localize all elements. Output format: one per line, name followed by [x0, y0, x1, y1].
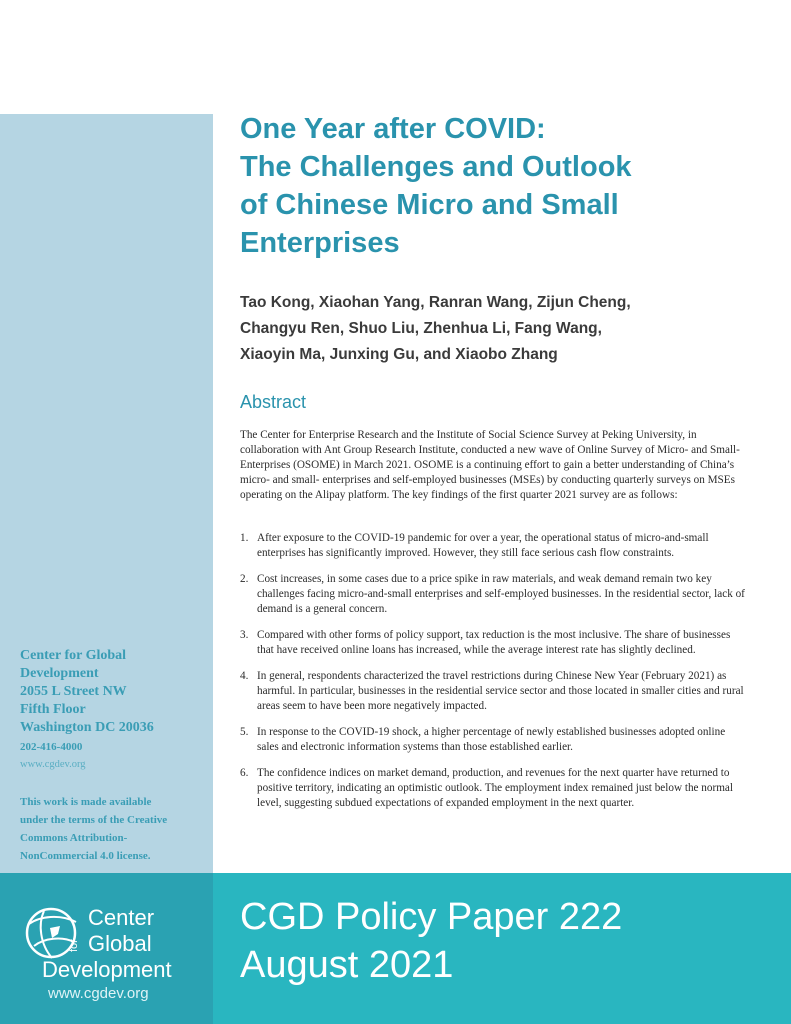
- title-line: One Year after COVID:: [240, 113, 546, 145]
- phone-number: 202-416-4000: [20, 741, 83, 753]
- logo-website[interactable]: www.cgdev.org: [48, 985, 149, 1002]
- cgd-logo: [20, 900, 205, 1010]
- address-line: Center for Global: [20, 648, 127, 663]
- findings-list: [240, 531, 748, 822]
- address-line: Fifth Floor: [20, 702, 86, 717]
- author-line: Tao Kong, Xiaohan Yang, Ranran Wang, Zijun Cheng,: [240, 294, 631, 311]
- address-line: 2055 L Street NW: [20, 684, 127, 699]
- finding-number: 5.: [240, 726, 249, 738]
- policy-paper-number: CGD Policy Paper 222: [240, 896, 623, 938]
- abstract-heading: Abstract: [240, 392, 307, 412]
- finding-text: Compared with other forms of policy support, tax reduction is the most inclusive. The share of businesses that have received online loans has increased, while the average interest rate has slightly declined.: [257, 629, 731, 656]
- address-line: Washington DC 20036: [20, 720, 154, 735]
- contact-info: [20, 647, 210, 772]
- abstract-intro: The Center for Enterprise Research and the Institute of Social Science Survey at Peking University, in collaboration with Ant Group Research Institute, conducted a new wave of Online Survey of Micro- and Small-Enterprises (OSOME) in March 2021. OSOME is a continuing effort to gain a better understanding of China’s micro- and small- enterprises and self-employed businesses (MSEs) by conducting quarterly surveys on MSEs operating on the Alipay platform. The key findings of the first quarter 2021 survey are as follows:: [240, 429, 740, 501]
- finding-item: [240, 669, 748, 714]
- logo-text-development: Development: [42, 957, 172, 982]
- finding-item: [240, 628, 748, 658]
- author-line: Changyu Ren, Shuo Liu, Zhenhua Li, Fang Wang,: [240, 320, 602, 337]
- address-line: Development: [20, 666, 99, 681]
- series-label: [240, 893, 780, 989]
- finding-number: 1.: [240, 532, 249, 544]
- finding-item: [240, 531, 748, 561]
- author-list: [240, 290, 780, 368]
- finding-text: After exposure to the COVID-19 pandemic for over a year, the operational status of micro-and-small enterprises has significantly improved. However, they still face serious cash flow constraints.: [257, 532, 709, 559]
- globe-icon: [20, 902, 82, 964]
- finding-number: 3.: [240, 629, 249, 641]
- finding-number: 6.: [240, 767, 249, 779]
- logo-text-global: Global: [88, 931, 152, 956]
- license-line: This work is made available: [20, 796, 152, 808]
- license-line: Commons Attribution-: [20, 832, 128, 844]
- finding-item: [240, 572, 748, 617]
- finding-number: 2.: [240, 573, 249, 585]
- finding-text: In response to the COVID-19 shock, a higher percentage of newly established businesses adopted online sales and electronic information systems than those established earlier.: [257, 726, 726, 753]
- logo-text-for: for: [68, 939, 80, 952]
- title-line: The Challenges and Outlook: [240, 151, 632, 183]
- finding-text: The confidence indices on market demand, production, and revenues for the next quarter have returned to positive territory, indicating an optimistic outlook. The employment index remained just below the normal level, suggesting subdued expectations of expanded employment in the next quarter.: [257, 767, 733, 809]
- title-line: of Chinese Micro and Small: [240, 189, 619, 221]
- author-line: Xiaoyin Ma, Junxing Gu, and Xiaobo Zhang: [240, 346, 558, 363]
- license-notice: [20, 793, 205, 865]
- title-line: Enterprises: [240, 227, 400, 259]
- website-link[interactable]: www.cgdev.org: [20, 759, 86, 770]
- finding-number: 4.: [240, 670, 249, 682]
- finding-item: [240, 766, 748, 811]
- organization-address: [20, 647, 210, 737]
- finding-text: Cost increases, in some cases due to a price spike in raw materials, and weak demand remain two key challenges facing micro-and-small enterprises and self-employed businesses. In the residential sector, lack of demand is a general concern.: [257, 573, 745, 615]
- license-line: NonCommercial 4.0 license.: [20, 850, 151, 862]
- publication-date: August 2021: [240, 944, 454, 986]
- license-line: under the terms of the Creative: [20, 814, 168, 826]
- logo-text-center: Center: [88, 905, 155, 930]
- finding-text: In general, respondents characterized the travel restrictions during Chinese New Year (February 2021) as harmful. In particular, businesses in the residential service sector and those located in smaller cities and rural areas seem to have been more negatively impacted.: [257, 670, 744, 712]
- paper-title: [240, 110, 780, 262]
- finding-item: [240, 725, 748, 755]
